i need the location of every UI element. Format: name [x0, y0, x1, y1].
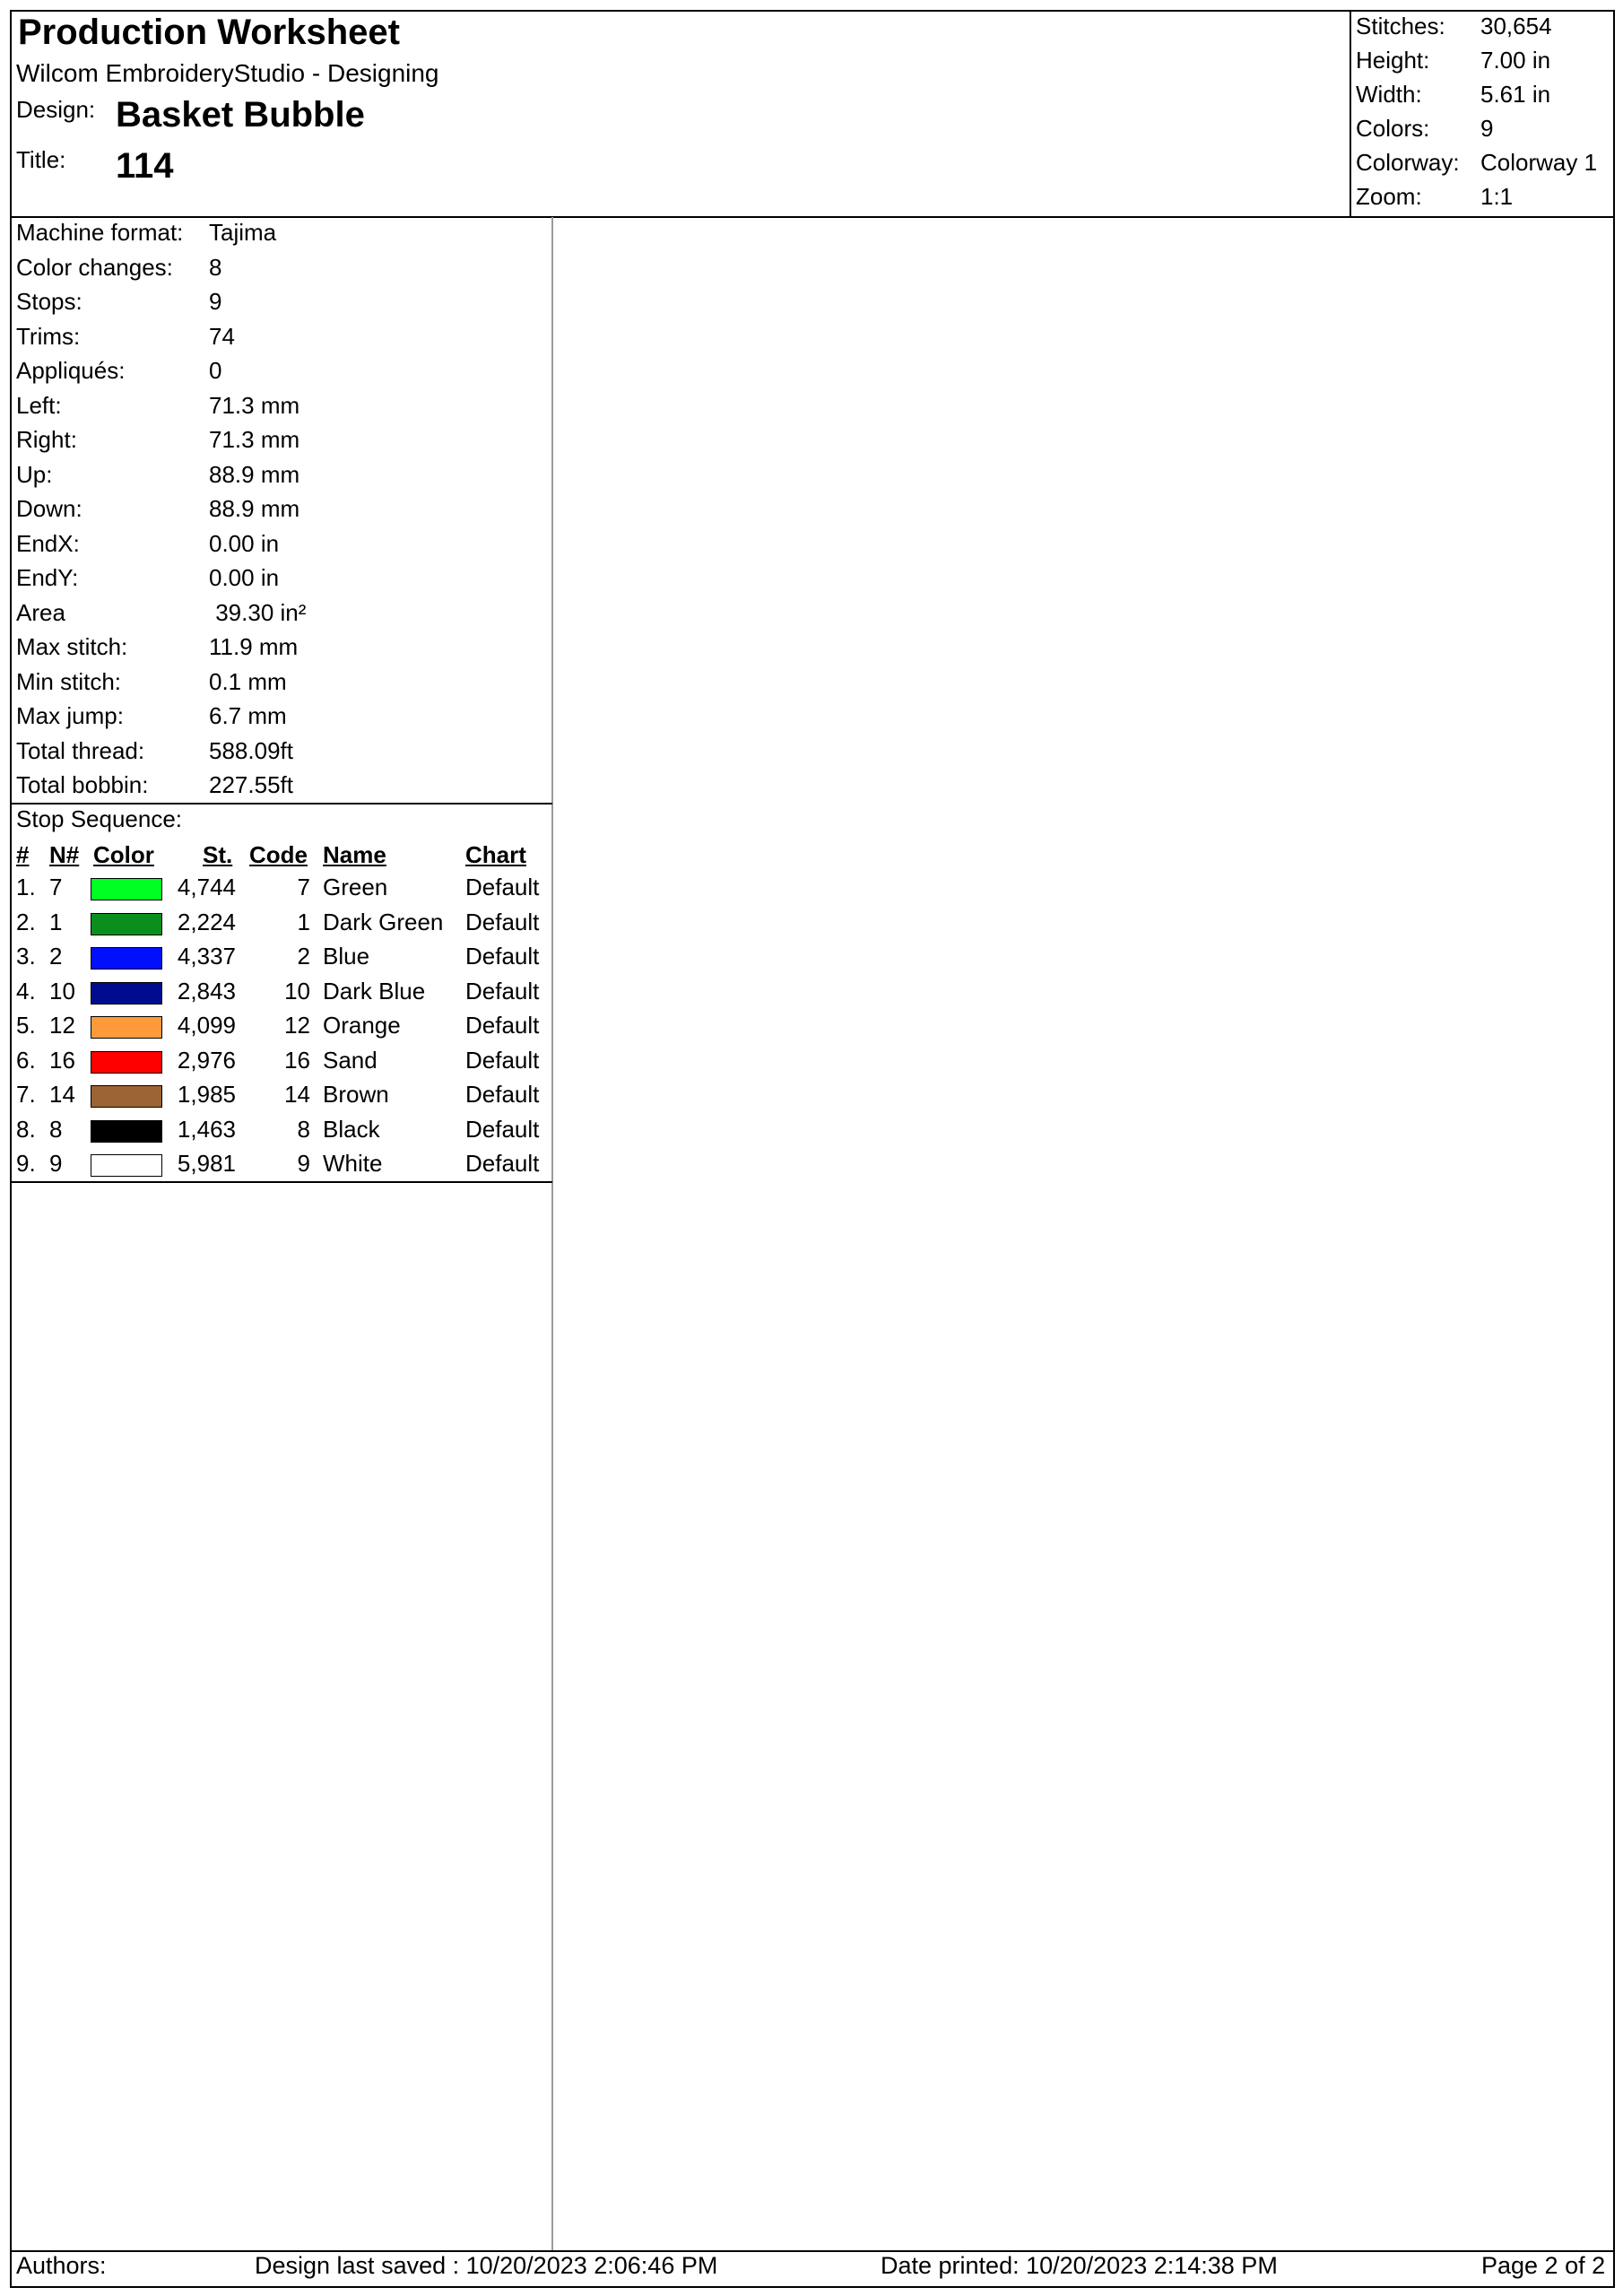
stop-index: 7.	[16, 1081, 36, 1108]
machine-info-value: 9	[209, 288, 222, 315]
frame-top	[10, 10, 1615, 12]
col-hash: #	[16, 841, 30, 868]
stop-row	[0, 1047, 552, 1081]
summary-value: 30,654	[1480, 13, 1552, 39]
stop-row	[0, 943, 552, 977]
design-label: Design:	[16, 96, 96, 123]
summary-label: Colorway:	[1356, 149, 1460, 176]
footer-divider	[10, 2250, 1615, 2252]
col-code: Code	[249, 841, 308, 868]
machine-info-value: 71.3 mm	[209, 426, 300, 453]
stop-index: 8.	[16, 1115, 36, 1143]
stop-row	[0, 1012, 552, 1046]
stop-row	[0, 1150, 552, 1184]
footer-saved: Design last saved : 10/20/2023 2:06:46 PM	[255, 2252, 718, 2279]
stop-chart: Default	[465, 943, 540, 970]
machine-info-value: 11.9 mm	[209, 633, 299, 660]
header-divider	[10, 216, 1615, 218]
stop-stitches: 1,985	[177, 1081, 236, 1108]
color-swatch	[91, 1085, 162, 1108]
stop-stitches: 2,976	[177, 1046, 236, 1074]
title-value: 114	[116, 146, 174, 186]
stop-chart: Default	[465, 1081, 540, 1108]
machine-info-label: Min stitch:	[16, 667, 122, 695]
machine-info-label: Left:	[16, 391, 62, 419]
color-swatch	[91, 1016, 162, 1039]
stop-index: 6.	[16, 1046, 36, 1074]
stop-needle: 8	[49, 1115, 63, 1143]
machine-info-label: Trims:	[16, 322, 81, 350]
summary-label: Width:	[1356, 81, 1422, 108]
stop-name: Dark Green	[323, 908, 444, 935]
stop-index: 5.	[16, 1012, 36, 1039]
machine-info-value: 8	[209, 253, 222, 281]
stop-name: White	[323, 1150, 383, 1177]
stop-row	[0, 1081, 552, 1115]
machine-info-value: 88.9 mm	[209, 495, 300, 522]
stop-chart: Default	[465, 1150, 540, 1177]
stop-needle: 14	[49, 1081, 75, 1108]
machine-info-label: Stops:	[16, 288, 82, 315]
summary-label: Stitches:	[1356, 13, 1445, 39]
machine-info-value: 6.7 mm	[209, 702, 287, 729]
stop-name: Orange	[323, 1012, 401, 1039]
stop-code: 7	[297, 874, 310, 900]
stop-code: 10	[284, 977, 310, 1004]
col-stitches: St.	[203, 841, 233, 868]
stop-needle: 16	[49, 1046, 75, 1074]
color-swatch	[91, 947, 162, 970]
machine-info-value: 0.1 mm	[209, 667, 287, 695]
stop-code: 9	[297, 1150, 310, 1177]
stop-name: Black	[323, 1115, 380, 1143]
summary-value: 9	[1480, 115, 1494, 142]
stop-code: 12	[284, 1012, 310, 1039]
design-name: Basket Bubble	[116, 95, 365, 135]
stop-needle: 12	[49, 1012, 75, 1039]
summary-label: Colors:	[1356, 115, 1430, 142]
footer-page: Page 2 of 2	[1481, 2252, 1606, 2279]
stop-needle: 9	[49, 1150, 63, 1177]
col-color: Color	[93, 841, 154, 868]
machine-info-value: 588.09ft	[209, 736, 293, 764]
stop-row	[0, 978, 552, 1012]
stop-stitches: 1,463	[177, 1115, 236, 1143]
machine-info-value: 0.00 in	[209, 564, 280, 591]
machine-info-value: 0.00 in	[209, 529, 280, 557]
machine-info-label: EndY:	[16, 564, 79, 591]
stop-code: 16	[284, 1046, 310, 1074]
machine-info-label: Area	[16, 598, 65, 626]
machine-info-value: 74	[209, 322, 235, 350]
stop-stitches: 4,337	[177, 943, 236, 970]
stop-row	[0, 909, 552, 943]
machine-info-value: Tajima	[209, 219, 277, 246]
color-swatch	[91, 982, 162, 1004]
stop-chart: Default	[465, 1012, 540, 1039]
summary-divider	[1350, 10, 1351, 217]
machine-info-label: Right:	[16, 426, 77, 453]
software-name: Wilcom EmbroideryStudio - Designing	[16, 59, 439, 87]
stop-name: Brown	[323, 1081, 389, 1108]
color-swatch	[91, 878, 162, 900]
stop-chart: Default	[465, 1115, 540, 1143]
stop-name: Dark Blue	[323, 977, 426, 1004]
color-swatch	[91, 1120, 162, 1143]
machine-info-label: EndX:	[16, 529, 80, 557]
stop-name: Sand	[323, 1046, 378, 1074]
stop-name: Green	[323, 874, 388, 900]
summary-label: Height:	[1356, 47, 1430, 74]
summary-value: 5.61 in	[1480, 81, 1551, 108]
footer-printed: Date printed: 10/20/2023 2:14:38 PM	[881, 2252, 1278, 2279]
stop-needle: 7	[49, 874, 63, 900]
machine-info-value: 71.3 mm	[209, 391, 300, 419]
color-swatch	[91, 913, 162, 935]
machine-info-value: 227.55ft	[209, 771, 293, 798]
machine-info-label: Appliqués:	[16, 357, 126, 384]
machine-info-value: 39.30 in²	[209, 598, 307, 626]
stop-row	[0, 1116, 552, 1150]
stop-chart: Default	[465, 874, 540, 900]
column-divider	[551, 217, 553, 2251]
summary-value: 1:1	[1480, 183, 1514, 210]
page-title: Production Worksheet	[18, 13, 400, 52]
stop-code: 8	[297, 1115, 310, 1143]
stop-needle: 10	[49, 977, 75, 1004]
stop-index: 4.	[16, 977, 36, 1004]
info-divider	[10, 803, 552, 804]
stop-sequence-title: Stop Sequence:	[16, 805, 183, 832]
stop-stitches: 4,099	[177, 1012, 236, 1039]
col-chart: Chart	[465, 841, 526, 868]
machine-info-label: Total bobbin:	[16, 771, 149, 798]
machine-info-label: Max stitch:	[16, 633, 128, 660]
stop-needle: 1	[49, 908, 63, 935]
col-name: Name	[323, 841, 386, 868]
stop-code: 1	[297, 908, 310, 935]
stop-row	[0, 874, 552, 908]
stop-code: 14	[284, 1081, 310, 1108]
summary-value: Colorway 1	[1480, 149, 1598, 176]
title-label: Title:	[16, 146, 66, 173]
machine-info-label: Up:	[16, 460, 53, 488]
machine-info-label: Max jump:	[16, 702, 124, 729]
machine-info-value: 0	[209, 357, 222, 384]
stop-chart: Default	[465, 908, 540, 935]
machine-info-label: Down:	[16, 495, 82, 522]
stop-index: 3.	[16, 943, 36, 970]
stop-index: 9.	[16, 1150, 36, 1177]
stop-stitches: 5,981	[177, 1150, 236, 1177]
color-swatch	[91, 1051, 162, 1074]
stop-chart: Default	[465, 977, 540, 1004]
frame-bottom	[10, 2286, 1615, 2288]
stop-needle: 2	[49, 943, 63, 970]
machine-info-label: Color changes:	[16, 253, 173, 281]
machine-info-value: 88.9 mm	[209, 460, 300, 488]
stop-code: 2	[297, 943, 310, 970]
summary-label: Zoom:	[1356, 183, 1422, 210]
stop-index: 1.	[16, 874, 36, 900]
stop-chart: Default	[465, 1046, 540, 1074]
summary-value: 7.00 in	[1480, 47, 1551, 74]
machine-info-label: Total thread:	[16, 736, 145, 764]
stop-index: 2.	[16, 908, 36, 935]
footer-authors: Authors:	[16, 2252, 107, 2279]
stop-stitches: 4,744	[177, 874, 236, 900]
frame-right	[1613, 10, 1615, 2288]
stop-stitches: 2,843	[177, 977, 236, 1004]
color-swatch	[91, 1154, 162, 1177]
col-needle: N#	[49, 841, 80, 868]
machine-info-label: Machine format:	[16, 219, 184, 246]
stop-stitches: 2,224	[177, 908, 236, 935]
stop-name: Blue	[323, 943, 370, 970]
